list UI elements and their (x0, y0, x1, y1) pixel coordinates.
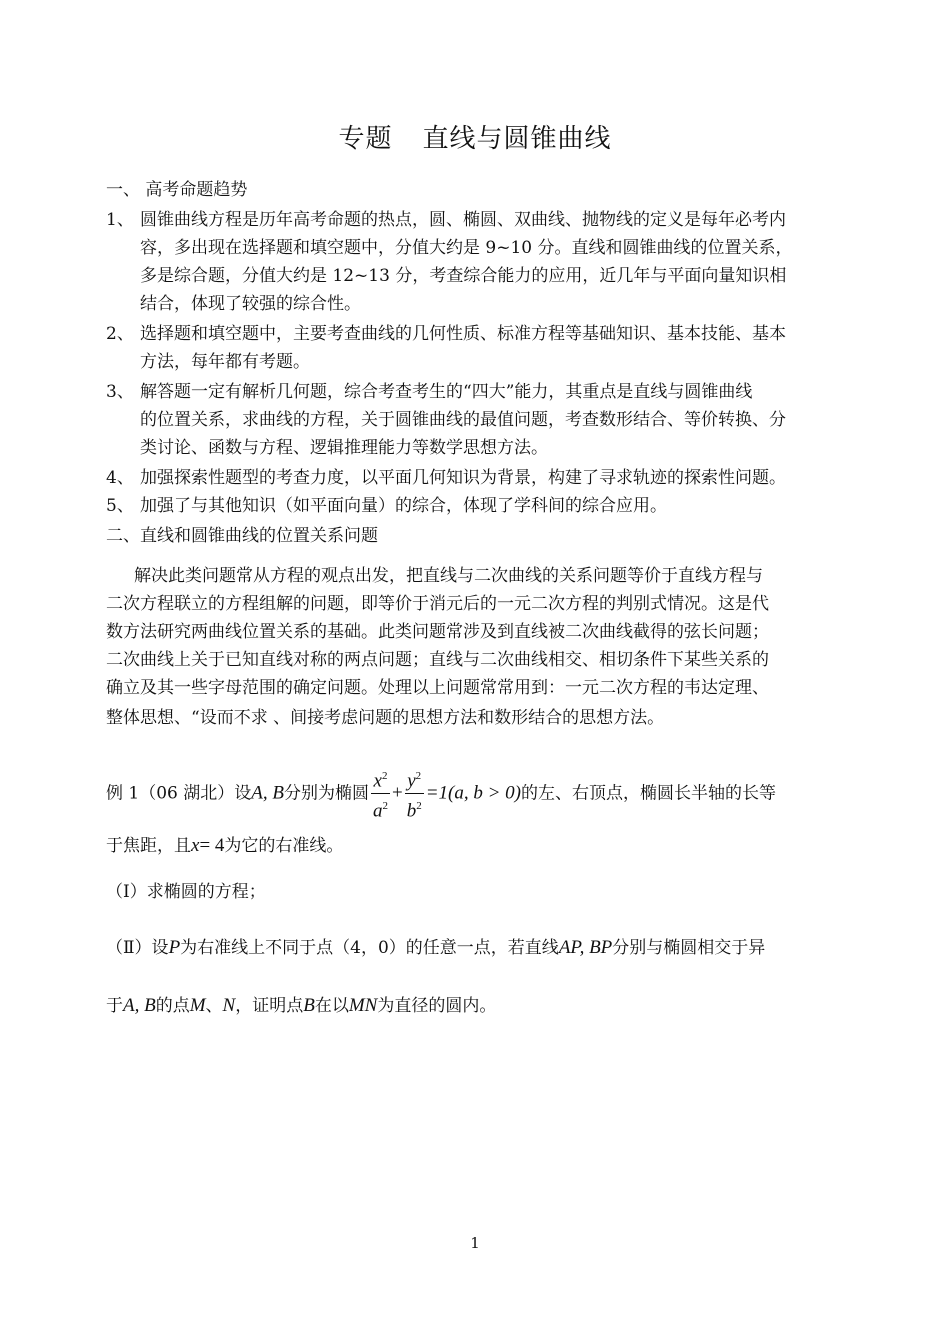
math-ap-bp: AP, BP (558, 937, 613, 958)
item-2-number: 2、 (106, 324, 134, 344)
example-line-1: 例 1（06 湖北）设A, B分别为椭圆 $\frac{x^2}{a^2}$ + $\frac{y^2}{b^2}$ =1(a, b > 0)的左、右顶点，椭圆长半轴的长等 (106, 764, 854, 820)
page-title (0, 118, 950, 155)
item-1-line-3: 多是综合题，分值大约是 12~13 分，考查综合能力的应用，近几年与平面向量知识相 (140, 266, 787, 286)
math-n: N (222, 995, 236, 1016)
example-line-2: 于焦距，且x= 4为它的右准线。 (106, 835, 344, 856)
item-4-line-1: 4、 加强探索性题型的考查力度，以平面几何知识为背景，构建了寻求轨迹的探索性问题。 (106, 468, 786, 488)
page-number: 1 (470, 1234, 480, 1252)
example-part-2-line-1: （Ⅱ）设P为右准线上不同于点（4，0）的任意一点，若直线AP, BP分别与椭圆相交于异 (106, 937, 766, 958)
math-equation-rest: =1(a, b > 0) (425, 782, 521, 804)
item-2-line-2: 方法，每年都有考题。 (140, 352, 310, 372)
item-3-line-2: 的位置关系，求曲线的方程，关于圆锥曲线的最值问题，考查数形结合、等价转换、分 (140, 410, 786, 430)
item-3-number: 3、 (106, 382, 134, 402)
paragraph-line-3: 数方法研究两曲线位置关系的基础。此类问题常涉及到直线被二次曲线截得的弦长问题； (106, 622, 769, 642)
math-p: P (168, 937, 181, 958)
fraction-y2-b2: $\frac{y^2}{b^2}$ (405, 764, 424, 824)
math-a-b-2: A, B (123, 995, 156, 1016)
title-part-2: 直线与圆锥曲线 (422, 124, 612, 154)
math-eq-4: = 4 (199, 835, 225, 856)
example-part-2-line-2: 于A, B的点M、N，证明点B在以MN为直径的圆内。 (106, 995, 497, 1016)
example-part-1: （Ⅰ）求椭圆的方程； (106, 882, 266, 902)
section-1-heading: 一、 高考命题趋势 (106, 180, 248, 200)
item-2-line-1: 2、 选择题和填空题中，主要考查曲线的几何性质、标准方程等基础知识、基本技能、基本 (106, 324, 786, 344)
paragraph-line-6: 整体思想、“设而不求 、间接考虑问题的思想方法和数形结合的思想方法。 (106, 708, 665, 728)
item-1-line-1: 1、 圆锥曲线方程是历年高考命题的热点，圆、椭圆、双曲线、抛物线的定义是每年必考内 (106, 210, 786, 230)
math-mn: MN (348, 995, 378, 1016)
fraction-x2-a2: $\frac{x^2}{a^2}$ (371, 764, 390, 824)
item-4-number: 4、 (106, 468, 134, 488)
item-3-line-1: 3、 解答题一定有解析几何题，综合考查考生的“四大”能力，其重点是直线与圆锥曲线 (106, 382, 753, 402)
item-1-number: 1、 (106, 210, 134, 230)
item-5-line-1: 5、 加强了与其他知识（如平面向量）的综合，体现了学科间的综合应用。 (106, 496, 667, 516)
section-2-heading: 二、直线和圆锥曲线的位置关系问题 (106, 526, 378, 546)
item-3-line-3: 类讨论、函数与方程、逻辑推理能力等数学思想方法。 (140, 438, 548, 458)
paragraph-line-2: 二次方程联立的方程组解的问题，即等价于消元后的一元二次方程的判别式情况。这是代 (106, 594, 769, 614)
math-b: B (303, 995, 315, 1016)
item-1-line-4: 结合，体现了较强的综合性。 (140, 294, 361, 314)
paragraph-line-4: 二次曲线上关于已知直线对称的两点问题；直线与二次曲线相交、相切条件下某些关系的 (106, 650, 769, 670)
item-1-line-2: 容，多出现在选择题和填空题中，分值大约是 9~10 分。直线和圆锥曲线的位置关系， (140, 238, 793, 258)
paragraph-line-1: 解决此类问题常从方程的观点出发，把直线与二次曲线的关系问题等价于直线方程与 (134, 566, 763, 586)
paragraph-line-5: 确立及其一些字母范围的确定问题。处理以上问题常常用到：一元二次方程的韦达定理、 (106, 678, 769, 698)
math-plus: + (391, 782, 403, 804)
item-5-number: 5、 (106, 496, 134, 516)
math-x: x (191, 835, 200, 856)
title-part-1: 专题 (338, 124, 393, 154)
math-m: M (189, 995, 206, 1016)
math-a-b: A, B (251, 782, 284, 804)
